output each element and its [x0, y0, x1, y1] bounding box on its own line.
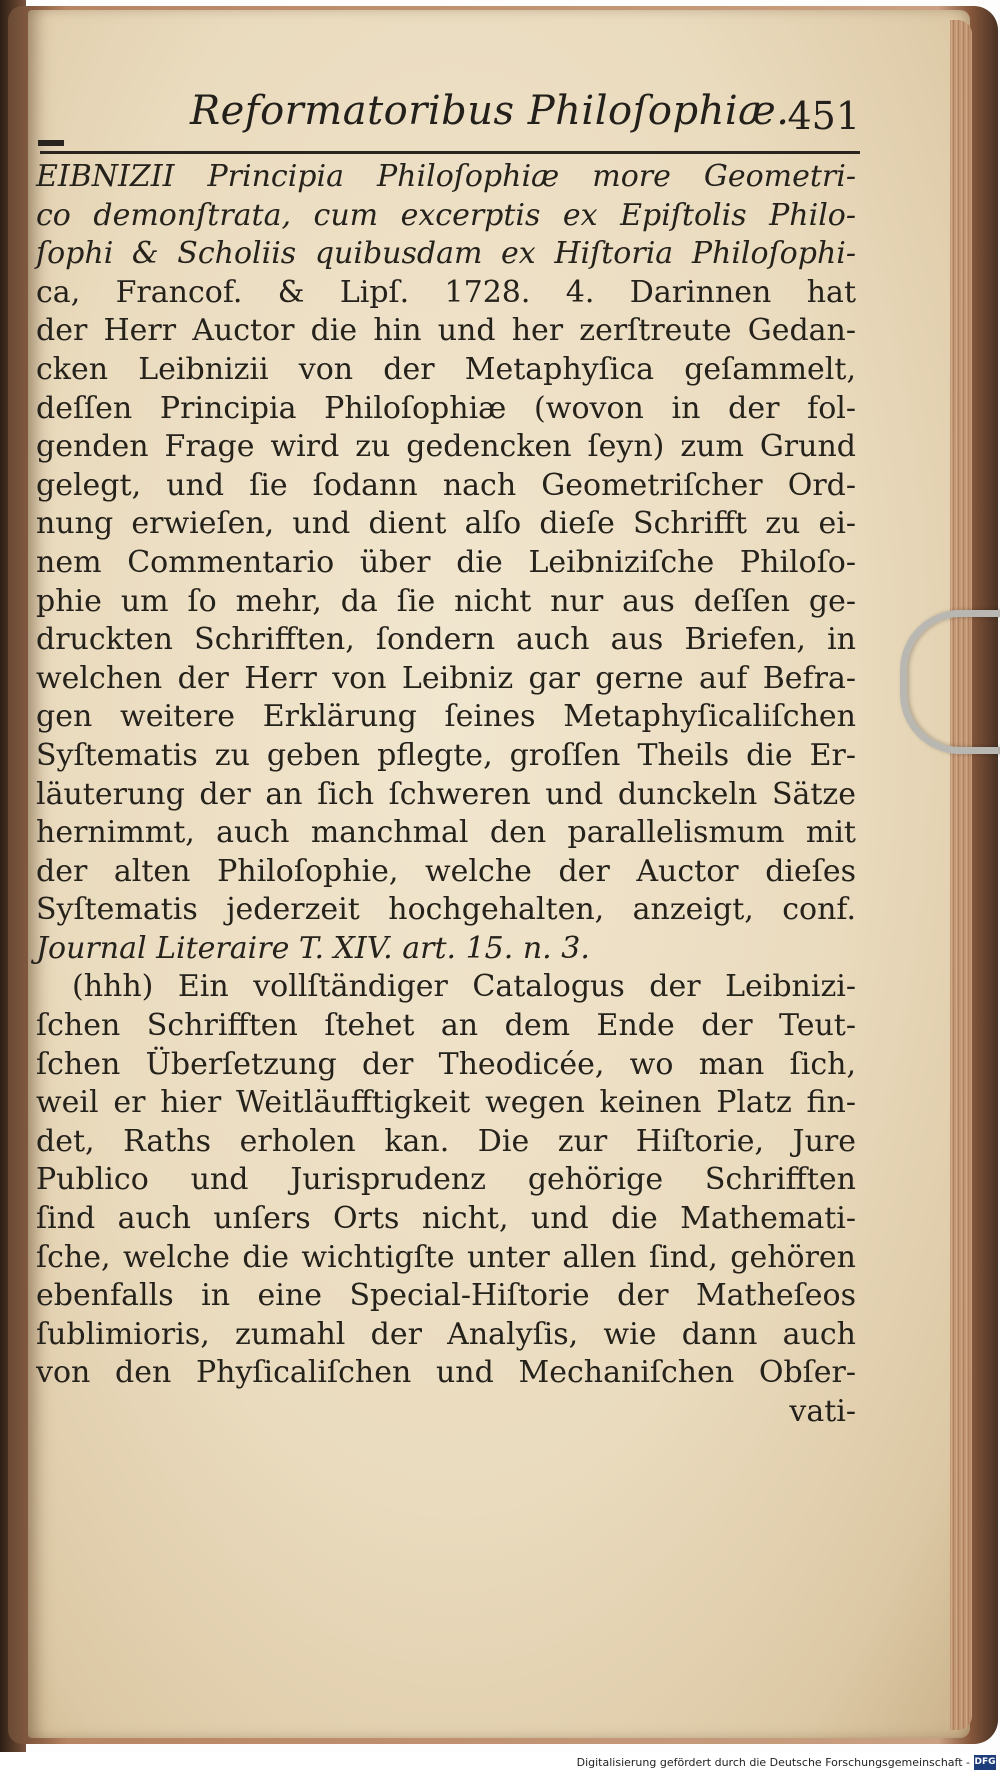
text-line: nung erwieſen, und dient alſo dieſe Schrifft zu ei-	[36, 506, 856, 542]
text-line: ca, Francof. & Lipſ. 1728. 4. Darinnen hat	[36, 274, 856, 310]
text-line: Syſtematis jederzeit hochgehalten, anzeigt, conf.	[36, 892, 856, 928]
text-line: druckten Schrifften, ſondern auch aus Briefen, in	[36, 622, 856, 658]
text-line: von den Phyſicaliſchen und Mechaniſchen Obſer-	[36, 1355, 856, 1391]
text-line: ſublimioris, zumahl der Analyſis, wie dann auch	[36, 1316, 856, 1352]
header-rule	[40, 151, 860, 154]
text-line: hernimmt, auch manchmal den parallelismum mit	[36, 815, 856, 851]
text-line: ebenfalls in eine Special-Hiſtorie der Matheſeos	[36, 1278, 856, 1314]
text-line: co demonſtrata, cum excerptis ex Epiſtolis Philo-	[36, 197, 856, 233]
page-number: 451	[787, 94, 860, 138]
text-line: ſchen Überſetzung der Theodicée, wo man ſich,	[36, 1046, 856, 1082]
text-line: phie um ſo mehr, da ſie nicht nur aus deſſen ge-	[36, 583, 856, 619]
text-line: Publico und Jurisprudenz gehörige Schrifften	[36, 1162, 856, 1198]
dfg-logo: DFG	[974, 1755, 996, 1770]
text-line: der alten Philoſophie, welche der Auctor dieſes	[36, 853, 856, 889]
text-line: ſche, welche die wichtigſte unter allen ſind, gehören	[36, 1239, 856, 1275]
text-line: nem Commentario über die Leibniziſche Philoſo-	[36, 544, 856, 580]
text-line: det, Raths erholen kan. Die zur Hiſtorie, Jure	[36, 1123, 856, 1159]
running-head: Reformatoribus Philoſophiæ.	[190, 88, 790, 134]
text-line: deſſen Principia Philoſophiæ (wovon in der fol-	[36, 390, 856, 426]
text-line: welchen der Herr von Leibniz gar gerne auf Befra-	[36, 660, 856, 696]
text-line: ſophi & Scholiis quibusdam ex Hiſtoria Philoſophi-	[36, 236, 856, 272]
text-line: ſind auch unſers Orts nicht, und die Mathemati-	[36, 1201, 856, 1237]
text-line: cken Leibnizii von der Metaphyſica geſammelt,	[36, 351, 856, 387]
bookmark-ribbon	[900, 610, 1000, 754]
initial-letter-fragment	[38, 140, 64, 146]
page-body	[36, 158, 856, 1432]
text-line: ſchen Schrifften ſtehet an dem Ende der Teut-	[36, 1008, 856, 1044]
text-line: Journal Literaire T. XIV. art. 15. n. 3.	[36, 930, 590, 966]
page-edges	[950, 20, 972, 1730]
text-line: läuterung der an ſich ſchweren und dunckeln Sätze	[36, 776, 856, 812]
page-header	[180, 88, 860, 148]
text-line: EIBNIZII Principia Philoſophiæ more Geometri-	[36, 159, 856, 194]
text-line: genden Frage wird zu gedencken ſeyn) zum Grund	[36, 429, 856, 465]
digitization-footer	[0, 1752, 1000, 1779]
text-line: (hhh) Ein vollſtändiger Catalogus der Leibnizi-	[72, 969, 856, 1005]
text-line: gen weitere Erklärung ſeines Metaphyſicaliſchen	[36, 699, 856, 735]
catchword: vati-	[789, 1394, 856, 1429]
footer-credit: Digitalisierung gefördert durch die Deutsche Forschungsgemeinschaft -	[576, 1756, 970, 1769]
text-line: der Herr Auctor die hin und her zerſtreute Gedan-	[36, 313, 856, 349]
text-line: weil er hier Weitläufftigkeit wegen keinen Platz fin-	[36, 1085, 856, 1121]
text-line: Syſtematis zu geben pflegte, groſſen Theils die Er-	[36, 737, 856, 773]
text-line: gelegt, und ſie ſodann nach Geometriſcher Ord-	[36, 467, 856, 503]
